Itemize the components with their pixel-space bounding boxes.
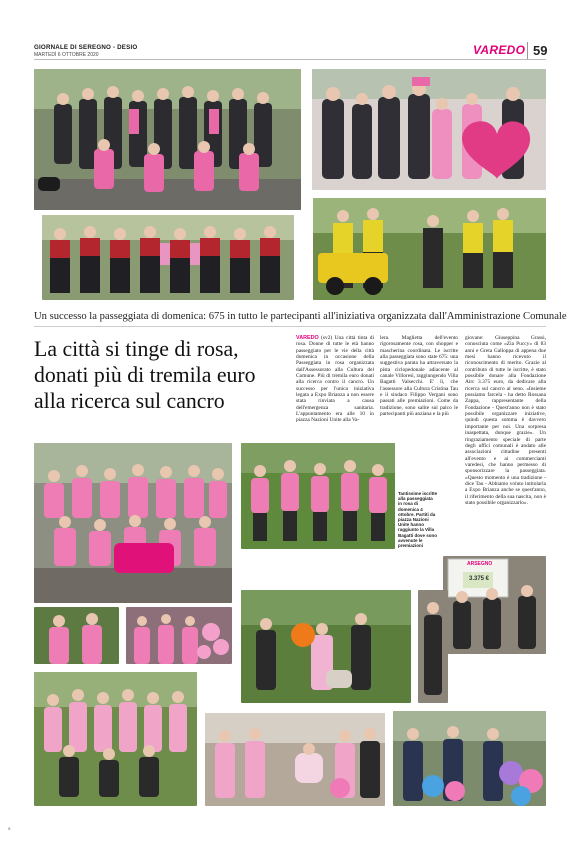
column-1-text: Una città tinta di rosa. Donne di tutte le età hanno passeggiato per le vie della città domenica in occasione della Passeggiata in rosa organizzata dall'Assessorato alla Cultura del Comune. Più di tremila euro donati alla ricerca contro il cancro. Un successo per l'unica iniziativa legata a Expo Brianza a non essere stata rinviata a causa dell'emergenza sanitaria. L'appuntamento era alle 10 in piazza Nazioni Unite alla Va-	[296, 335, 374, 424]
kicker-rule	[34, 326, 546, 327]
photo-pink-heart-group	[312, 69, 546, 190]
sign-title: ARSEGNO	[467, 561, 493, 567]
photo-women-teddy	[205, 713, 385, 806]
photo-volunteers-uniform	[42, 215, 294, 300]
photo-women-balloons	[126, 607, 232, 664]
photo-caption: Tantissime iscritte alla passeggiata in rosa di domenica 4 ottobre. Partiti da piazza Nazioni Unite hanno raggiunto la Villa Bagatti dove sono avvenute le premiazioni	[398, 491, 438, 549]
article-headline: La città si tinge di rosa, donati più di tremila euro alla ricerca sul cancro	[34, 337, 256, 413]
photo-big-pink-group	[34, 443, 232, 603]
photo-two-women	[34, 607, 119, 664]
photo-walkers-grass	[241, 443, 395, 549]
newspaper-header	[34, 44, 137, 58]
header-divider	[527, 42, 528, 59]
dateline: VAREDO	[296, 335, 319, 341]
issue-date: MARTEDÌ 6 OTTOBRE 2020	[34, 52, 99, 58]
photo-woman-standing	[418, 590, 448, 703]
footer-mark: s	[8, 826, 11, 832]
article-column-3	[465, 335, 546, 506]
header-rule	[34, 59, 546, 60]
column-2-text: lera. Maglietta dell'evento rigorosamente rosa, con shopper e mascherina coordinata. Le iscritte alla passeggiata sono state 675: una suggestiva parata ha attraversato la pista ciclopedonale adiacente al canale Villoresi, raggiungendo Villa Bagatti Valsecchi. E' lì, che l'assessore alla Cultura Cristina Tau e il sindaco Filippo Vergani sono passati alle premiazioni. Come da tradizione, sono salite sul palco le partecipanti più anziana e la più	[380, 335, 458, 418]
column-3-text: giovane: Giuseppina Grassi, conosciuta come «Zia Puccy» di 83 anni e Greta Galloppa di appena due mesi hanno ricevuto il riconoscimento di merito. Grazie al contributo di tutte le iscritte, è stato possibile donare alla Fondazione Airc 3.375 euro, da dedicare alla ricerca sul cancro al seno. «Insieme possiamo farcela - ha detto Rossana Zappa, rappresentante della Fondazione - Quest'anno non è stato possibile organizzare iniziative, quindi questa somma è davvero importante per noi. Una sorpresa inaspettata, dunque grazie». Un ringraziamento speciale di parte degli uffici comunali è andato alle associazioni cittadine presenti all'evento e ai commercianti varedesi, che hanno permesso di sponsorizzare la passeggiata. «Questo momento è una tradizione - dice Tau - Abbiamo voluto intitolarla a Expo Brianza anche se quest'anno, il riferimento della sua nascita, non è stato possibile organizzarlo».	[465, 335, 546, 506]
byline: (sv2)	[321, 335, 333, 341]
photo-men-balloons	[393, 711, 546, 806]
photo-group-black-pink	[34, 69, 301, 210]
article-column-2	[380, 335, 458, 417]
photo-yellow-vests-cart	[313, 198, 546, 300]
photo-group-park	[34, 672, 197, 806]
page-number: 59	[533, 43, 548, 58]
sign-amount: 3.375 €	[469, 576, 490, 582]
article-column-1	[296, 335, 374, 424]
article-kicker: Un successo la passeggiata di domenica: 675 in tutto le partecipanti all'iniziativa organizzata dall'Amministrazione Comunale	[34, 311, 567, 322]
section-title: VAREDO	[473, 43, 526, 57]
newspaper-name: GIORNALE DI SEREGNO - DESIO	[34, 44, 138, 51]
photo-orange-balloon	[241, 590, 411, 703]
photo-donation-sign	[443, 556, 546, 654]
